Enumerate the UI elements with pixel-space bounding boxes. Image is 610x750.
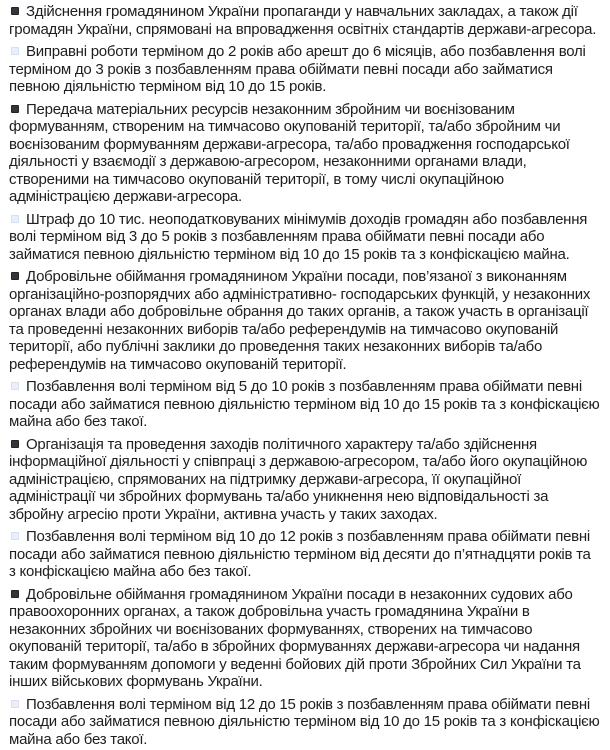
bullet-square-icon: [11, 700, 19, 708]
bullet-square-icon: [11, 215, 19, 223]
offense-paragraph: [9, 586, 600, 691]
bullet-square-icon: [11, 7, 19, 15]
paragraph-text: Штраф до 10 тис. неоподатковуваних мінімумів доходів громадян або позбавлення волі терміном від 3 до 5 років з позбавленням права обіймати певні посади або займатися певною діяльністю терміном від 10 до 15 років та з конфіскацією майна.: [9, 210, 588, 263]
paragraph-text: Позбавлення волі терміном від 12 до 15 років з позбавленням права обіймати певні посади або займатися певною діяльністю терміном від 10 до 15 років та з конфіскацією майна або без такої.: [9, 695, 600, 748]
bullet-square-icon: [11, 382, 19, 390]
bullet-square-icon: [11, 590, 19, 598]
offense-paragraph: [9, 101, 600, 206]
offense-paragraph: [9, 3, 600, 38]
penalty-paragraph: [9, 378, 600, 431]
paragraph-text: Позбавлення волі терміном від 5 до 10 років з позбавленням права обіймати певні посади або займатися певною діяльністю терміном від 10 до 15 років та з конфіскацією майна або без такої.: [9, 378, 600, 430]
paragraph-text: Виправні роботи терміном до 2 років або арешт до 6 місяців, або позбавлення волі терміном до 3 років з позбавленням права обіймати певні посади або займатися певною діяльністю терміном від 10 до 15 років.: [9, 43, 586, 95]
bullet-square-icon: [11, 440, 19, 448]
bullet-square-icon: [11, 105, 19, 113]
paragraph-text: Позбавлення волі терміном від 10 до 12 років з позбавленням права обіймати певні посади або займатися певною діяльністю терміном від десяти до п’ятнадцяти років та з конфіскацією майна або без такої.: [9, 528, 591, 580]
offense-paragraph: [9, 436, 600, 524]
bullet-square-icon: [11, 47, 19, 55]
penalty-paragraph: [9, 43, 600, 96]
paragraph-text: Передача матеріальних ресурсів незаконним збройним чи воєнізованим формуванням, створеним на тимчасово окупованій території, та/або збройним чи воєнізованим формуванням держави-агресора, та/або провадження господарської діяльності у взаємодії з державою-агресором, незаконними органами влади, створеними на тимчасово окупованій території, в тому числі окупаційною адміністрацією держави-агресора.: [9, 100, 570, 205]
penalty-paragraph: [9, 696, 600, 749]
penalty-paragraph: [9, 211, 600, 264]
penalty-paragraph: [9, 528, 600, 581]
paragraph-text: Добровільне обіймання громадянином України посади, пов’язаної з виконанням організаційно-розпорядчих або адміністративно- господарських функцій, у незаконних органах влади або добровільне обрання до таких органів, а також участь в організації та проведенні незаконних виборів та/або референдумів на тимчасово окупованій території, або публічні заклики до проведення таких незаконних виборів та/або референдумів на тимчасово окупованій території.: [9, 268, 591, 373]
bullet-square-icon: [11, 272, 19, 280]
offense-paragraph: [9, 268, 600, 373]
bullet-square-icon: [11, 532, 19, 540]
paragraph-text: Добровільне обіймання громадянином України посади в незаконних судових або правоохоронних органах, а також добровільна участь громадянина України в незаконних збройних чи воєнізованих формуваннях, створених на тимчасово окупованій території, та/або в збройних формуваннях держави-агресора чи надання таким формуванням допомоги у веденні бойових дій проти Збройних Сил України та інших військових формувань України.: [9, 585, 581, 690]
paragraph-text: Здійснення громадянином України пропаганди у навчальних закладах, а також дії громадян України, спрямовані на впровадження освітніх стандартів держави-агресора.: [9, 3, 597, 38]
paragraph-text: Організація та проведення заходів політичного характеру та/або здійснення інформаційної діяльності у співпраці з державою-агресором, та/або його окупаційною адміністрацією, спрямованих на підтримку держави-агресора, її окупаційної адміністрації чи збройних формувань та/або уникнення нею відповідальності за збройну агресію проти України, активна участь у таких заходах.: [9, 435, 588, 523]
